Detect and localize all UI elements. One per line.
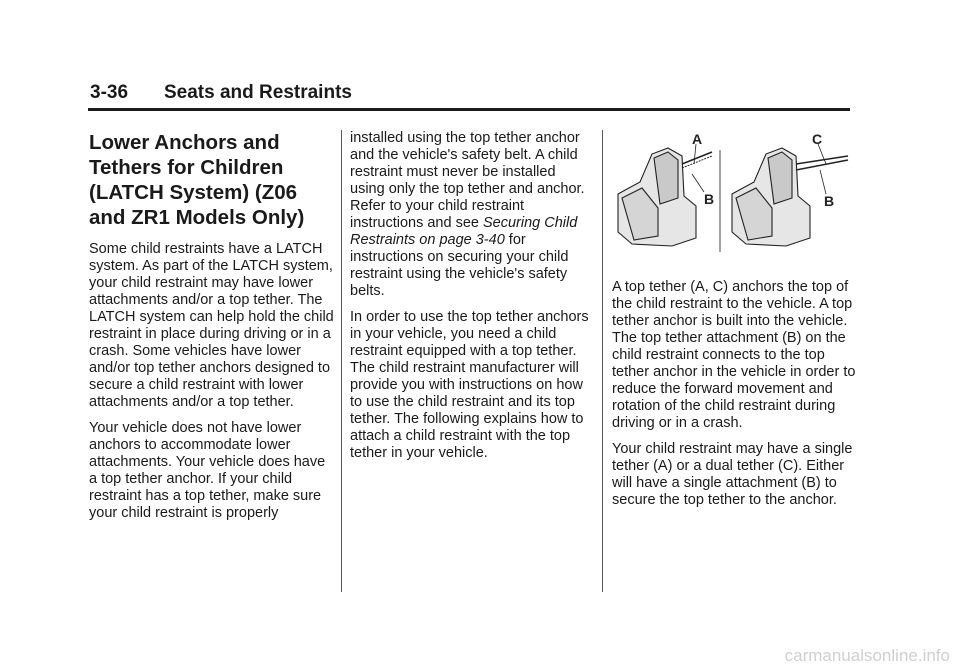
paragraph-top-tether-use: In order to use the top tether anchors in your vehicle, you need a child restraint equipped with a top tether. The child restraint manufacturer will provide you with instructions on how to use the child restraint and its top tether. The following explains how to attach a child restraint with the top tether in your vehicle. xyxy=(350,309,589,461)
tether-illustration xyxy=(612,134,856,252)
callout-label-b-dual: B xyxy=(824,193,835,209)
section-title: Seats and Restraints xyxy=(164,82,352,103)
column-2 xyxy=(350,130,590,471)
paragraph-vehicle-anchors: Your vehicle does not have lower anchors to accommodate lower attachments. Your vehicle does have a top tether anchor. If your child restraint has a top tether, make sure your child restraint is properly xyxy=(89,420,326,521)
installation-text-b: for instructions on securing your child restraint using the vehicle's safety belts. xyxy=(350,232,569,299)
column-divider xyxy=(341,130,342,592)
column-3 xyxy=(612,279,856,518)
section-heading: Lower Anchors and Tethers for Children (LATCH System) (Z06 and ZR1 Models Only) xyxy=(89,131,305,229)
watermark: carmanualsonline.info xyxy=(784,646,950,665)
paragraph-single-dual-tether: Your child restraint may have a single tether (A) or a dual tether (C). Either will have a single attachment (B) to secure the top tether to the anchor. xyxy=(612,441,853,508)
securing-child-restraints-link[interactable]: Securing Child Restraints on page 3-40 xyxy=(350,215,578,248)
callout-label-c: C xyxy=(812,134,823,147)
paragraph-tether-description: A top tether (A, C) anchors the top of the child restraint to the vehicle. A top tether anchor is built into the vehicle. The top tether attachment (B) on the child restraint connects to the top tether anchor in the vehicle in order to reduce the forward movement and rotation of the child restraint during driving or in a crash. xyxy=(612,279,856,431)
callout-label-a: A xyxy=(692,134,703,147)
column-divider xyxy=(602,130,603,592)
installation-text-a: installed using the top tether anchor and the vehicle's safety belt. A child restraint must never be installed using only the top tether and anchor. Refer to your child restraint instructions and see xyxy=(350,130,585,231)
page-number: 3-36 xyxy=(90,82,129,103)
callout-label-b-single: B xyxy=(704,191,715,207)
column-1 xyxy=(89,130,335,531)
paragraph-installation xyxy=(350,130,590,300)
page-header xyxy=(88,80,850,111)
paragraph-latch-intro: Some child restraints have a LATCH system. As part of the LATCH system, your child restraint may have lower attachments and/or a top tether. The LATCH system can help hold the child restraint in place during driving or in a crash. Some vehicles have lower and/or top tether anchors designed to secure a child restraint with lower attachments and/or a top tether. xyxy=(89,241,334,410)
